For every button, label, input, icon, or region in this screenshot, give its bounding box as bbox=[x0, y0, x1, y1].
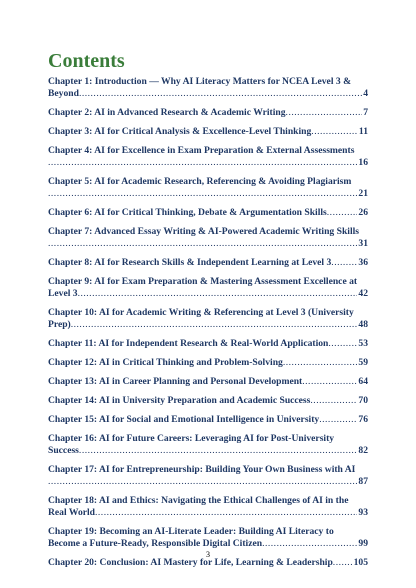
dot-leader bbox=[283, 357, 358, 369]
toc-entry-lead-text: Chapter 2: AI in Advanced Research & Academic Writing bbox=[48, 107, 286, 118]
dot-leader bbox=[286, 107, 363, 119]
toc-entry-lead-text: Chapter 3: AI for Critical Analysis & Excellence-Level Thinking bbox=[48, 126, 312, 137]
toc-entry-page-number: 70 bbox=[358, 395, 368, 406]
toc-entry[interactable] bbox=[48, 145, 368, 169]
toc-entry-lead-text: Real World bbox=[48, 507, 95, 518]
toc-entry-page-number: 105 bbox=[353, 557, 368, 568]
toc-entry[interactable] bbox=[48, 526, 368, 550]
toc-entry-title: Chapter 16: AI for Future Careers: Leveraging AI for Post-University bbox=[48, 433, 335, 444]
toc-entry[interactable] bbox=[48, 414, 368, 426]
toc-entry-lead-text: Chapter 6: AI for Critical Thinking, Debate & Argumentation Skills bbox=[48, 207, 327, 218]
toc-entry-page-number: 21 bbox=[358, 188, 368, 199]
toc-entry[interactable] bbox=[48, 307, 368, 331]
toc-entry-lead-text: Chapter 11: AI for Independent Research & Real-World Application bbox=[48, 338, 329, 349]
toc-entry-lead-text: Chapter 12: AI in Critical Thinking and Problem-Solving bbox=[48, 357, 283, 368]
toc-entry-title: Chapter 19: Becoming an AI-Literate Leader: Building AI Literacy to bbox=[48, 526, 334, 537]
toc-entry[interactable] bbox=[48, 276, 368, 300]
toc-entry-page-number: 16 bbox=[358, 157, 368, 168]
toc-entry[interactable] bbox=[48, 257, 368, 269]
document-page bbox=[48, 50, 368, 569]
toc-entry[interactable] bbox=[48, 464, 368, 488]
dot-leader bbox=[79, 445, 357, 457]
dot-leader bbox=[327, 207, 358, 219]
dot-leader bbox=[319, 414, 357, 426]
dot-leader bbox=[262, 538, 357, 550]
toc-entry-page-number: 82 bbox=[358, 445, 368, 456]
toc-entry-page-number: 36 bbox=[358, 257, 368, 268]
toc-entry-page-number: 7 bbox=[363, 107, 368, 118]
toc-entry[interactable] bbox=[48, 176, 368, 200]
toc-entry-page-number: 48 bbox=[358, 319, 368, 330]
toc-entry-page-number: 11 bbox=[358, 126, 368, 137]
toc-entry-page-number: 99 bbox=[358, 538, 368, 549]
table-of-contents bbox=[48, 76, 368, 569]
toc-entry-title: Chapter 17: AI for Entrepreneurship: Building Your Own Business with AI bbox=[48, 464, 356, 475]
dot-leader bbox=[328, 338, 357, 350]
dot-leader bbox=[79, 88, 362, 100]
dot-leader bbox=[48, 238, 357, 250]
dot-leader bbox=[48, 476, 357, 488]
toc-entry-lead-text: Chapter 20: Conclusion: AI Mastery for Life, Learning & Leadership bbox=[48, 557, 333, 568]
toc-entry-lead-text: Chapter 14: AI in University Preparation and Academic Success bbox=[48, 395, 311, 406]
toc-entry[interactable] bbox=[48, 107, 368, 119]
toc-entry-lead-text: Become a Future-Ready, Responsible Digital Citizen bbox=[48, 538, 263, 549]
dot-leader bbox=[310, 395, 357, 407]
toc-entry-lead-text: Beyond bbox=[48, 88, 79, 99]
toc-entry-page-number: 93 bbox=[358, 507, 368, 518]
toc-entry-lead-text: Chapter 15: AI for Social and Emotional Intelligence in University bbox=[48, 414, 320, 425]
toc-entry-page-number: 76 bbox=[358, 414, 368, 425]
toc-entry[interactable] bbox=[48, 495, 368, 519]
toc-entry[interactable] bbox=[48, 338, 368, 350]
dot-leader bbox=[48, 157, 357, 169]
dot-leader bbox=[302, 376, 357, 388]
toc-entry[interactable] bbox=[48, 76, 368, 100]
dot-leader bbox=[71, 319, 358, 331]
toc-entry[interactable] bbox=[48, 126, 368, 138]
toc-entry-title: Chapter 4: AI for Excellence in Exam Preparation & External Assessments bbox=[48, 145, 355, 156]
toc-entry-page-number: 26 bbox=[358, 207, 368, 218]
toc-entry-page-number: 64 bbox=[358, 376, 368, 387]
toc-entry-page-number: 53 bbox=[358, 338, 368, 349]
toc-entry[interactable] bbox=[48, 357, 368, 369]
dot-leader bbox=[48, 188, 357, 200]
toc-entry-page-number: 59 bbox=[358, 357, 368, 368]
toc-entry-title: Chapter 1: Introduction — Why AI Literacy Matters for NCEA Level 3 & bbox=[48, 76, 352, 87]
toc-entry-lead-text: Level 3 bbox=[48, 288, 78, 299]
toc-entry-title: Chapter 10: AI for Academic Writing & Referencing at Level 3 (University bbox=[48, 307, 354, 318]
toc-entry-lead-text: Success bbox=[48, 445, 79, 456]
toc-entry-title: Chapter 9: AI for Exam Preparation & Mastering Assessment Excellence at bbox=[48, 276, 358, 287]
dot-leader bbox=[95, 507, 357, 519]
dot-leader bbox=[311, 126, 358, 138]
page-number: 3 bbox=[206, 550, 210, 559]
toc-entry-page-number: 31 bbox=[358, 238, 368, 249]
toc-entry[interactable] bbox=[48, 433, 368, 457]
toc-entry-title: Chapter 7: Advanced Essay Writing & AI-Powered Academic Writing Skills bbox=[48, 226, 360, 237]
page-title: Contents bbox=[48, 50, 125, 72]
toc-entry-title: Chapter 18: AI and Ethics: Navigating the Ethical Challenges of AI in the bbox=[48, 495, 349, 506]
dot-leader bbox=[78, 288, 358, 300]
toc-entry-page-number: 87 bbox=[358, 476, 368, 487]
toc-entry[interactable] bbox=[48, 395, 368, 407]
toc-entry[interactable] bbox=[48, 376, 368, 388]
toc-entry-page-number: 42 bbox=[358, 288, 368, 299]
toc-entry-lead-text: Chapter 8: AI for Research Skills & Independent Learning at Level 3 bbox=[48, 257, 332, 268]
toc-entry[interactable] bbox=[48, 226, 368, 250]
toc-entry-title: Chapter 5: AI for Academic Research, Referencing & Avoiding Plagiarism bbox=[48, 176, 352, 187]
toc-entry-lead-text: Chapter 13: AI in Career Planning and Personal Development bbox=[48, 376, 303, 387]
toc-entry-lead-text: Prep) bbox=[48, 319, 71, 330]
toc-entry-page-number: 4 bbox=[363, 88, 368, 99]
toc-entry[interactable] bbox=[48, 207, 368, 219]
dot-leader bbox=[331, 257, 357, 269]
